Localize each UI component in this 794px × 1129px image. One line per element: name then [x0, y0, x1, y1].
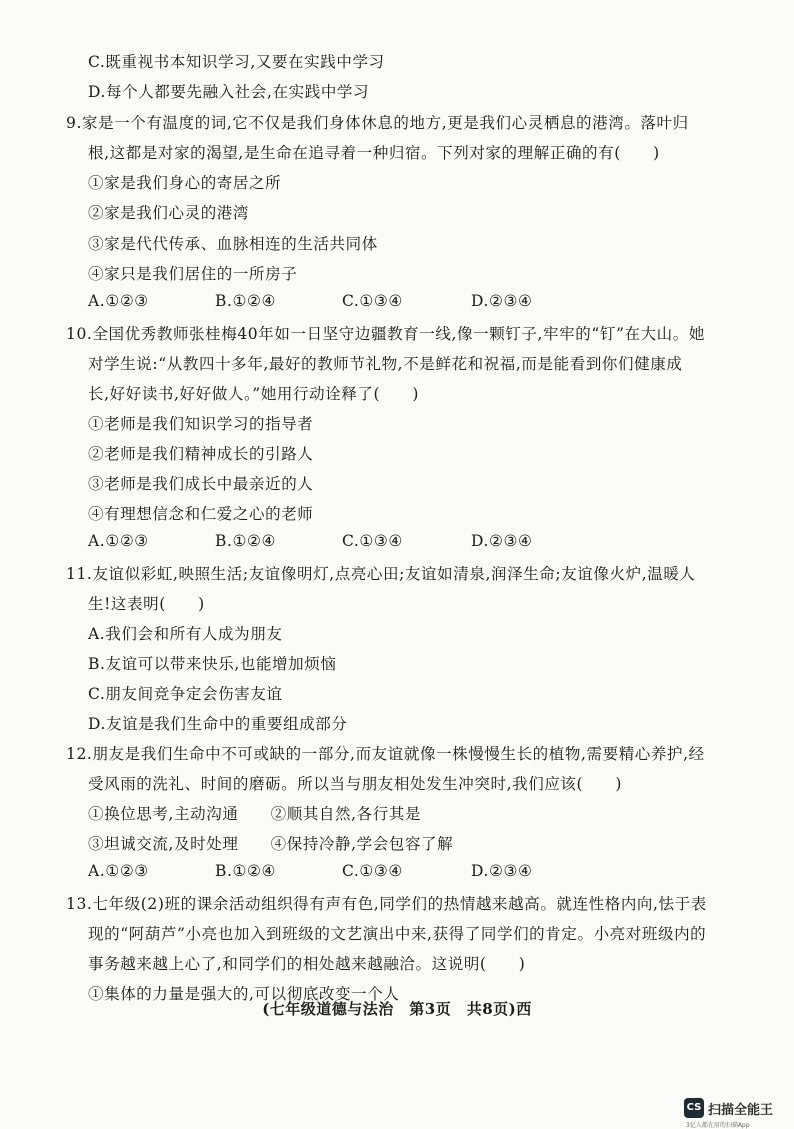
q11-option-b: B.友谊可以带来快乐,也能增加烦恼 — [88, 655, 337, 673]
q9-statement-4: ④家只是我们居住的一所房子 — [88, 265, 298, 283]
q9-statement-2: ②家是我们心灵的港湾 — [88, 204, 250, 222]
q11-option-d: D.友谊是我们生命中的重要组成部分 — [88, 715, 348, 733]
q10-statement-4: ④有理想信念和仁爱之心的老师 — [88, 505, 314, 523]
q10-stem-line-2: 对学生说:“从教四十多年,最好的教师节礼物,不是鲜花和祝福,而是能看到你们健康成 — [88, 355, 683, 373]
q9-stem-line-2: 根,这都是对家的渴望,是生命在追寻着一种归宿。下列对家的理解正确的有( ) — [88, 144, 660, 162]
q9-option-b: B.①②④ — [215, 292, 277, 310]
q9-option-d: D.②③④ — [471, 292, 533, 310]
q13-stem-line-2: 现的“阿葫芦”小亮也加入到班级的文艺演出中来,获得了同学们的肯定。小亮对班级内的 — [88, 925, 707, 943]
q10-statement-2: ②老师是我们精神成长的引路人 — [88, 445, 314, 463]
q9-statement-3: ③家是代代传承、血脉相连的生活共同体 — [88, 235, 378, 253]
q11-stem-line-1: 11.友谊似彩虹,映照生活;友谊像明灯,点亮心田;友谊如清泉,润泽生命;友谊像火炉,温暖人 — [66, 565, 696, 583]
q10-option-a: A.①②③ — [88, 532, 149, 550]
q13-statement-1: ①集体的力量是强大的,可以彻底改变一个人 — [88, 985, 400, 1003]
q10-option-c: C.①③④ — [342, 532, 403, 550]
q9-statement-1: ①家是我们身心的寄居之所 — [88, 174, 282, 192]
q10-statement-3: ③老师是我们成长中最亲近的人 — [88, 475, 314, 493]
q11-option-a: A.我们会和所有人成为朋友 — [88, 625, 283, 643]
q9-option-c: C.①③④ — [342, 292, 403, 310]
q8-option-c: C.既重视书本知识学习,又要在实践中学习 — [88, 53, 385, 71]
q12-statements-1-2: ①换位思考,主动沟通 ②顺其自然,各行其是 — [88, 805, 422, 823]
q12-stem-line-1: 12.朋友是我们生命中不可或缺的一部分,而友谊就像一株慢慢生长的植物,需要精心养护,经 — [66, 745, 705, 763]
q10-option-d: D.②③④ — [471, 532, 533, 550]
q12-option-a: A.①②③ — [88, 862, 149, 880]
q12-option-c: C.①③④ — [342, 862, 403, 880]
q10-stem-line-1: 10.全国优秀教师张桂梅40年如一日坚守边疆教育一线,像一颗钉子,牢牢的“钉”在大山。她 — [66, 325, 705, 343]
q12-option-d: D.②③④ — [471, 862, 533, 880]
q13-stem-line-3: 事务越来越上心了,和同学们的相处越来越融洽。这说明( ) — [88, 955, 526, 973]
q12-option-b: B.①②④ — [215, 862, 277, 880]
q12-statements-3-4: ③坦诚交流,及时处理 ④保持冷静,学会包容了解 — [88, 835, 454, 853]
watermark-app-name: 扫描全能王 — [708, 1103, 774, 1118]
q11-option-c: C.朋友间竞争定会伤害友谊 — [88, 685, 283, 703]
q9-option-a: A.①②③ — [88, 292, 149, 310]
q9-stem-line-1: 9.家是一个有温度的词,它不仅是我们身体休息的地方,更是我们心灵栖息的港湾。落叶归 — [66, 114, 689, 132]
q8-option-d: D.每个人都要先融入社会,在实践中学习 — [88, 83, 370, 101]
watermark-tagline: 3亿人都在用的扫描App — [686, 1122, 750, 1129]
q10-statement-1: ①老师是我们知识学习的指导者 — [88, 415, 314, 433]
q12-stem-line-2: 受风雨的洗礼、时间的磨砺。所以当与朋友相处发生冲突时,我们应该( ) — [88, 775, 623, 793]
q11-stem-line-2: 生!这表明( ) — [88, 595, 205, 613]
page-footer: (七年级道德与法治 第3页 共8页)西 — [262, 1000, 532, 1018]
q10-option-b: B.①②④ — [215, 532, 277, 550]
q13-stem-line-1: 13.七年级(2)班的课余活动组织得有声有色,同学们的热情越来越高。就连性格内向,怯于表 — [66, 895, 707, 913]
q10-stem-line-3: 长,好好读书,好好做人。”她用行动诠释了( ) — [88, 385, 420, 403]
camscanner-logo-icon: CS — [684, 1098, 704, 1118]
